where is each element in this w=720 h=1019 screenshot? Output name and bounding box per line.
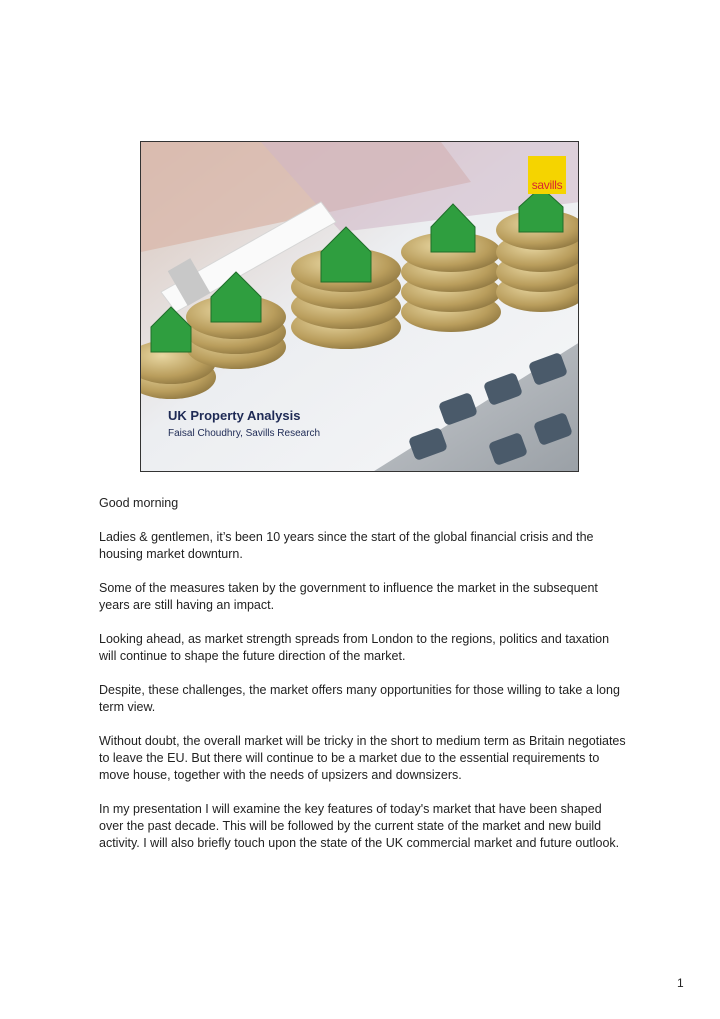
notes-paragraph: Good morning <box>99 496 179 510</box>
notes-paragraph: Despite, these challenges, the market offers many opportunities for those willing to take a long term view. <box>99 683 620 714</box>
speaker-notes <box>99 495 629 869</box>
slide-subtitle: Faisal Choudhry, Savills Research <box>168 428 321 439</box>
logo-text: savills <box>531 178 563 192</box>
page-number: 1 <box>677 976 684 990</box>
slide-thumbnail <box>140 141 579 472</box>
notes-paragraph: Some of the measures taken by the government to influence the market in the subsequent years are still having an impact. <box>99 581 598 612</box>
notes-paragraph: Looking ahead, as market strength spreads from London to the regions, politics and taxation will continue to shape the future direction of the market. <box>99 632 610 663</box>
slide-title: UK Property Analysis <box>168 408 301 423</box>
notes-paragraph: Ladies & gentlemen, it’s been 10 years since the start of the global financial crisis and the housing market downturn. <box>99 530 594 561</box>
savills-logo <box>528 156 566 194</box>
notes-paragraph: Without doubt, the overall market will be tricky in the short to medium term as Britain negotiates to leave the EU. But there will continue to be a market due to the essential requirements to move house, together with the needs of upsizers and downsizers. <box>99 734 626 782</box>
notes-paragraph: In my presentation I will examine the key features of today's market that have been shaped over the past decade. This will be followed by the current state of the market and new build activity. I will also briefly touch upon the state of the UK commercial market and future outlook. <box>99 802 620 850</box>
